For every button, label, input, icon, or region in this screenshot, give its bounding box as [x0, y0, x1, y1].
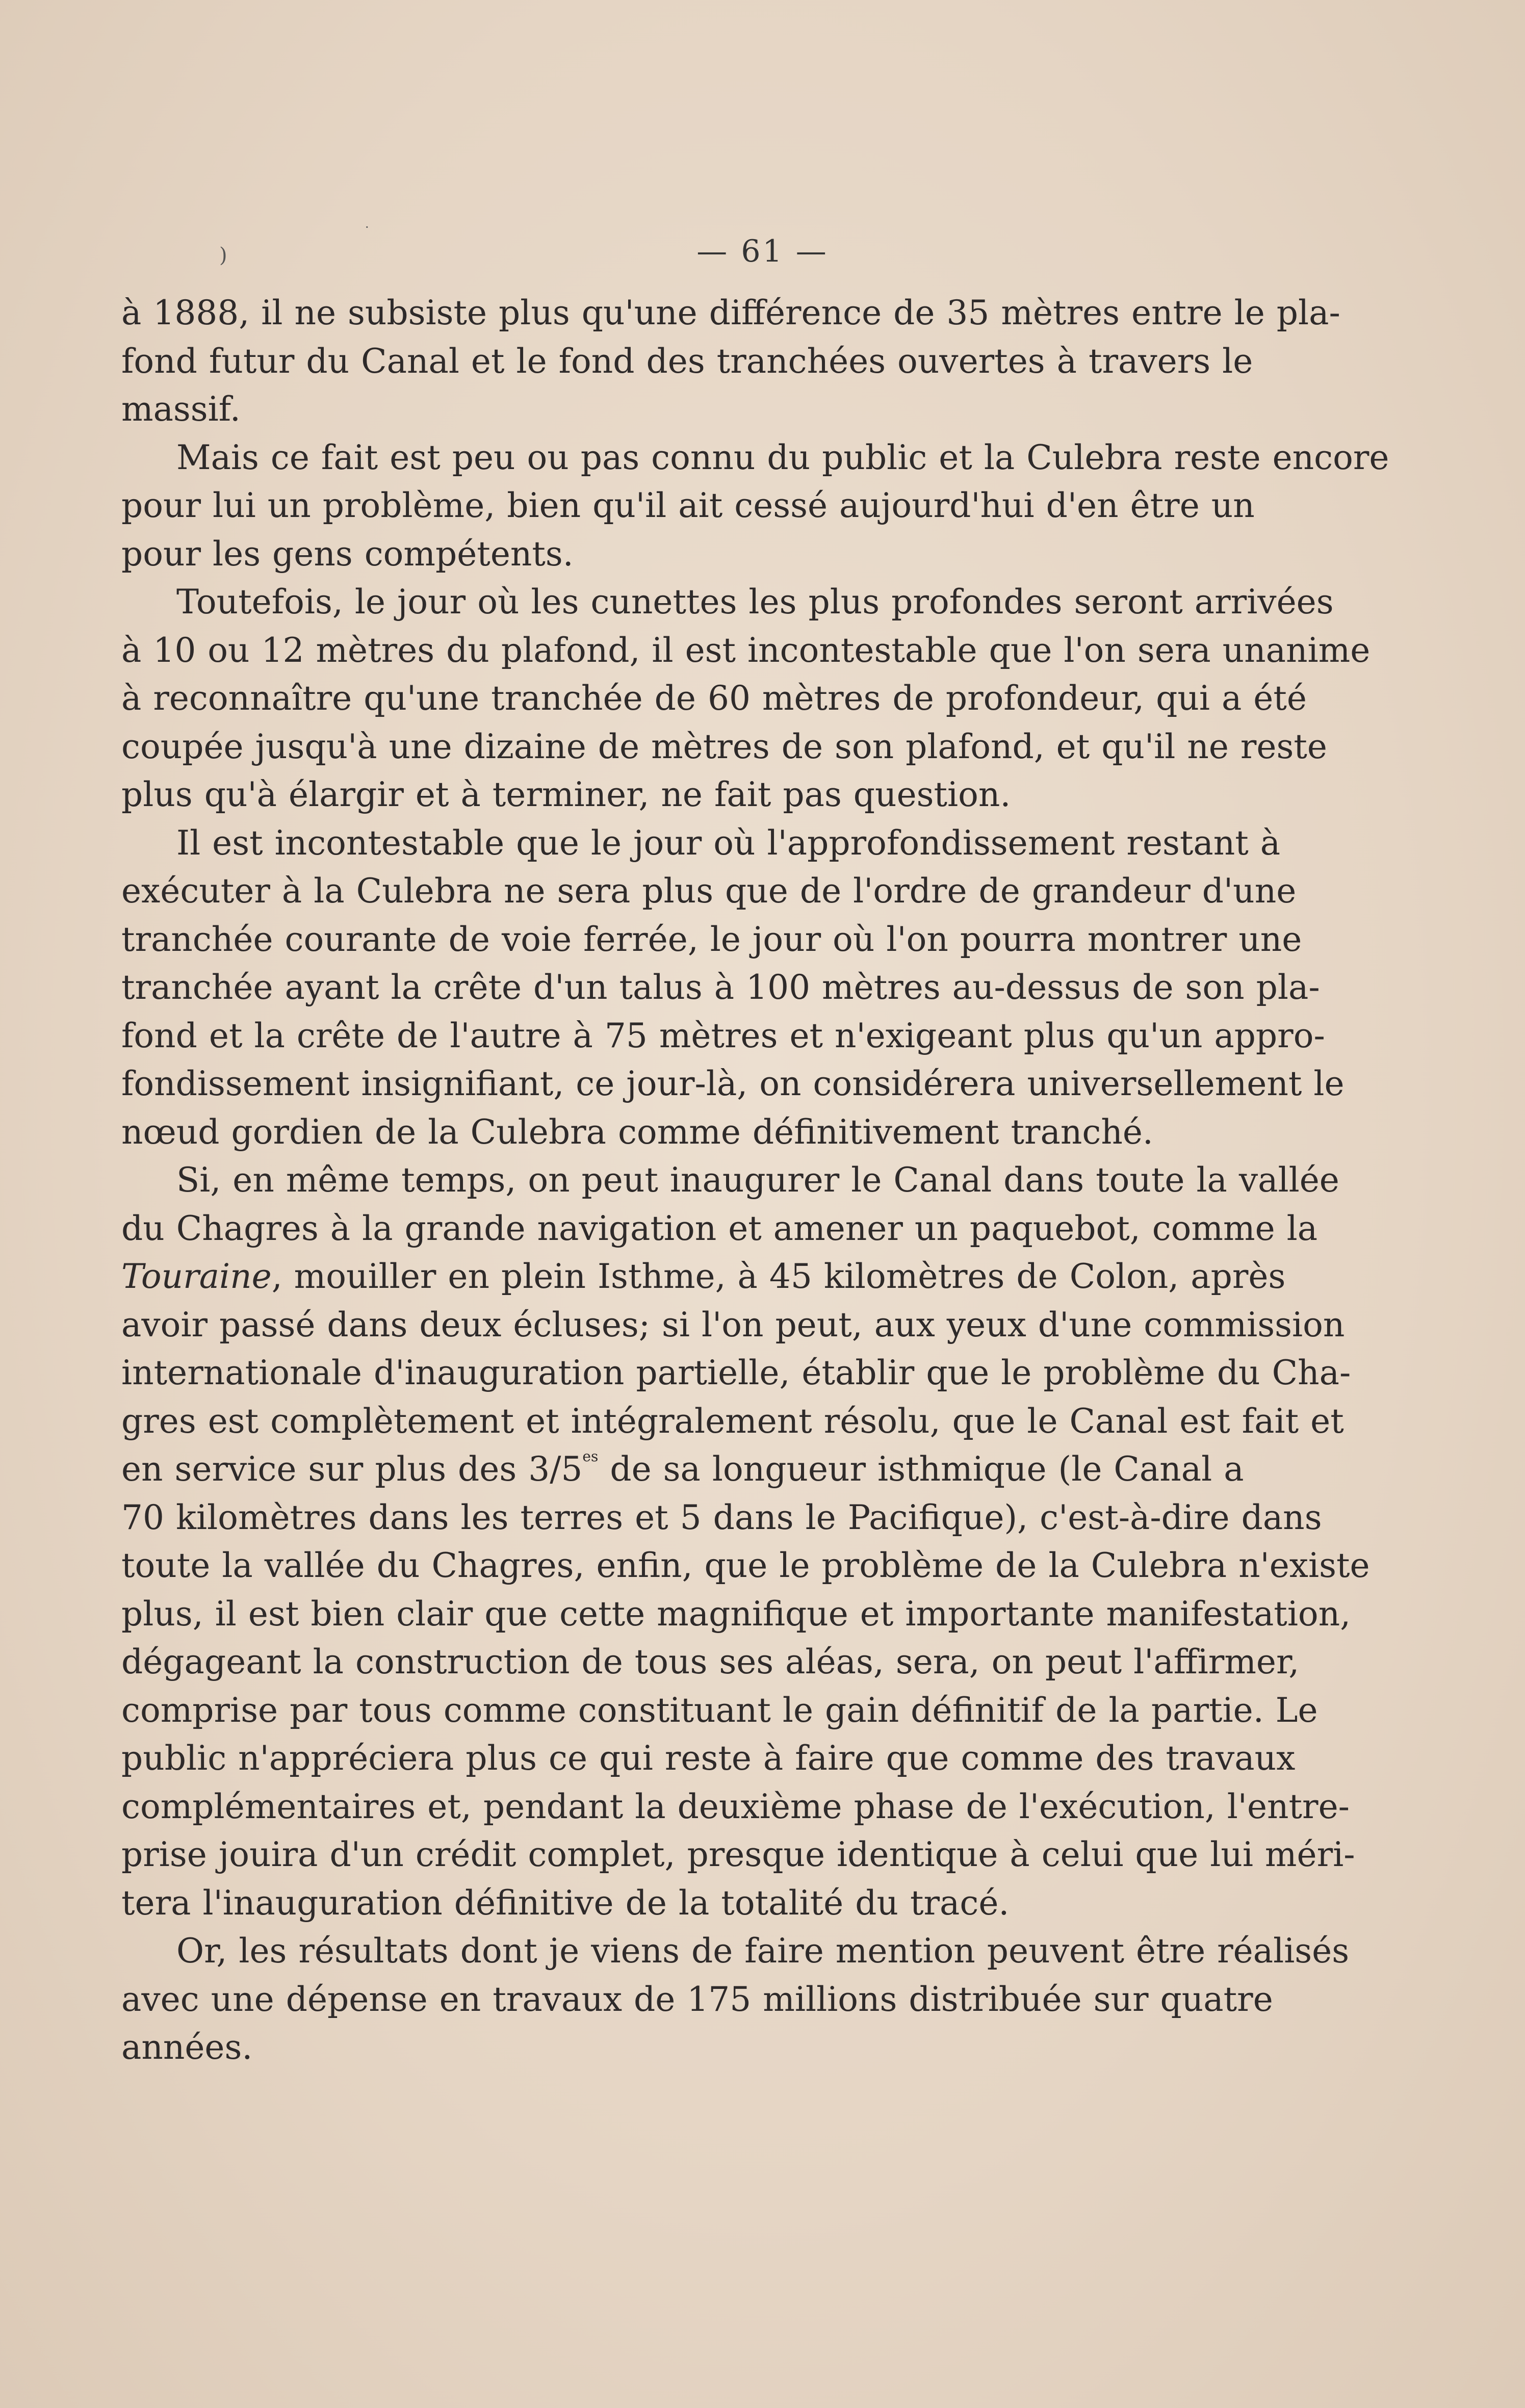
text-line-rest: de sa longueur isthmique (le Canal a	[598, 1449, 1244, 1489]
text-line-start: en service sur plus des 3/5	[121, 1449, 583, 1489]
text-line-rest: , mouiller en plein Isthme, à 45 kilomètres de Colon, après	[271, 1257, 1286, 1296]
corner-mark: )	[219, 244, 227, 267]
text-line: à 10 ou 12 mètres du plafond, il est incontestable que l'on sera unanime	[121, 630, 1371, 670]
text-line: public n'appréciera plus ce qui reste à faire que comme des travaux	[121, 1739, 1296, 1778]
text-line	[121, 1253, 1286, 1301]
text-line: à 1888, il ne subsiste plus qu'une différence de 35 mètres entre le pla-	[121, 293, 1340, 332]
ship-name: Touraine	[121, 1257, 272, 1296]
text-line: Or, les résultats dont je viens de faire mention peuvent être réalisés	[176, 1931, 1350, 1971]
page-number: — 61 —	[696, 234, 829, 269]
text-line: fondissement insignifiant, ce jour-là, on considérera universellement le	[121, 1064, 1345, 1103]
text-line: pour lui un problème, bien qu'il ait cessé aujourd'hui d'en être un	[121, 486, 1255, 525]
text-line: tera l'inauguration définitive de la totalité du tracé.	[121, 1883, 1010, 1923]
text-line: gres est complètement et intégralement résolu, que le Canal est fait et	[121, 1401, 1344, 1441]
text-line: à reconnaître qu'une tranchée de 60 mètres de profondeur, qui a été	[121, 679, 1307, 718]
superscript: es	[582, 1448, 599, 1465]
text-line: avoir passé dans deux écluses; si l'on peut, aux yeux d'une commission	[121, 1305, 1345, 1344]
text-line: années.	[121, 2028, 253, 2067]
text-line: fond futur du Canal et le fond des tranchées ouvertes à travers le	[121, 341, 1253, 381]
text-line: Mais ce fait est peu ou pas connu du public et la Culebra reste encore	[176, 437, 1389, 477]
text-line	[121, 1445, 1244, 1494]
text-line: Toutefois, le jour où les cunettes les plus profondes seront arrivées	[176, 582, 1334, 622]
text-line: toute la vallée du Chagres, enfin, que le problème de la Culebra n'existe	[121, 1546, 1370, 1585]
text-line: plus qu'à élargir et à terminer, ne fait pas question.	[121, 775, 1011, 814]
text-line: tranchée ayant la crête d'un talus à 100 mètres au-dessus de son pla-	[121, 968, 1320, 1007]
text-line: comprise par tous comme constituant le gain définitif de la partie. Le	[121, 1690, 1318, 1730]
text-line: du Chagres à la grande navigation et amener un paquebot, comme la	[121, 1208, 1318, 1248]
text-line: pour les gens compétents.	[121, 534, 574, 574]
text-line: nœud gordien de la Culebra comme définitivement tranché.	[121, 1112, 1153, 1152]
text-line: 70 kilomètres dans les terres et 5 dans le Pacifique), c'est-à-dire dans	[121, 1497, 1322, 1537]
text-line: fond et la crête de l'autre à 75 mètres et n'exigeant plus qu'un appro-	[121, 1016, 1325, 1055]
text-line: coupée jusqu'à une dizaine de mètres de son plafond, et qu'il ne reste	[121, 727, 1327, 766]
text-line: exécuter à la Culebra ne sera plus que de l'ordre de grandeur d'une	[121, 871, 1297, 911]
text-line: Il est incontestable que le jour où l'approfondissement restant à	[176, 823, 1281, 863]
ink-speck: ·	[365, 220, 369, 235]
text-line: prise jouira d'un crédit complet, presque identique à celui que lui méri-	[121, 1835, 1355, 1874]
text-line: plus, il est bien clair que cette magnifique et importante manifestation,	[121, 1594, 1351, 1634]
text-line: massif.	[121, 390, 241, 429]
body-text	[121, 289, 1389, 2072]
text-line: tranchée courante de voie ferrée, le jour où l'on pourra montrer une	[121, 919, 1302, 959]
text-line: Si, en même temps, on peut inaugurer le Canal dans toute la vallée	[176, 1160, 1339, 1200]
text-line: dégageant la construction de tous ses aléas, sera, on peut l'affirmer,	[121, 1642, 1300, 1681]
text-line: complémentaires et, pendant la deuxième phase de l'exécution, l'entre-	[121, 1786, 1350, 1826]
text-line: internationale d'inauguration partielle, établir que le problème du Cha-	[121, 1353, 1351, 1392]
text-line: avec une dépense en travaux de 175 millions distribuée sur quatre	[121, 1979, 1273, 2019]
